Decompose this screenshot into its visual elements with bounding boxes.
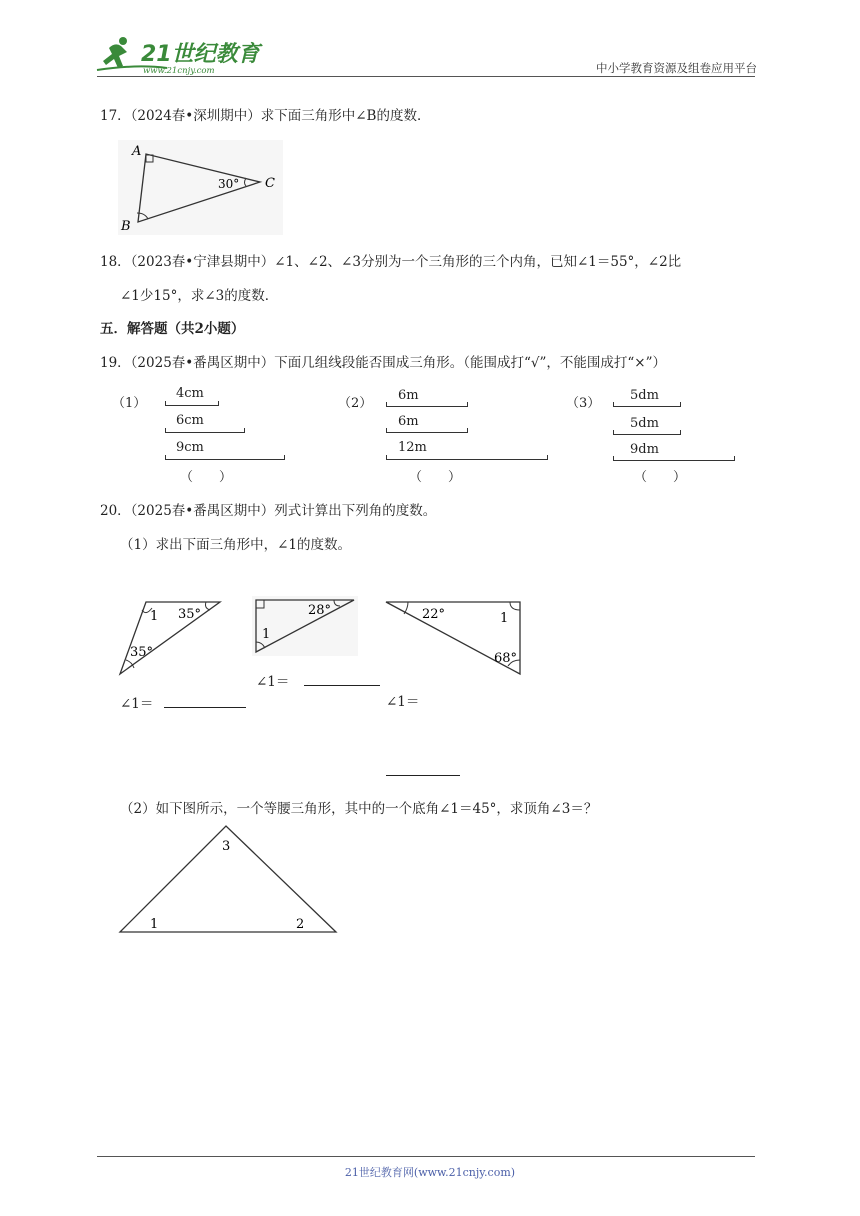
vertex-a-label: A [132,144,142,159]
question-19: 19．（2025春•番禺区期中）下面几组线段能否围成三角形。（能围成打“√”，不能围成打“×”） [100,355,667,371]
q20-triangle-1 [116,596,226,680]
group-label: （1） [112,396,147,411]
tri3-answer-blank[interactable] [386,775,460,776]
q17-triangle-figure [118,140,283,235]
angle-c-label: 30° [218,177,240,191]
segment-line [613,456,735,461]
segment-label: 6m [398,414,419,429]
header-logo [95,34,265,78]
group-label: （3） [566,396,601,411]
question-20-part2: （2）如下图所示，一个等腰三角形，其中的一个底角∠1＝45°，求顶角∠3＝？ [120,801,598,817]
footer-text: 21世纪教育网(www.21cnjy.com) [344,1166,516,1179]
question-18-line1: 18．（2023春•宁津县期中）∠1、∠2、∠3分别为一个三角形的三个内角，已知∠1＝55°，∠2比 [100,254,682,270]
answer-parentheses[interactable]: （ ） [180,470,233,485]
logo-text: 21世纪教育 [141,42,260,67]
angle-1-label: 1 [150,609,159,624]
segment-label: 6m [398,388,419,403]
q20-triangle-2 [252,596,358,656]
tri1-answer-label: ∠1＝ [120,696,154,712]
angle-28-label: 28° [308,603,332,618]
tri1-answer [120,694,246,714]
q20-triangle-3 [382,596,524,678]
segment-line [165,401,219,406]
question-20: 20．（2025春•番禺区期中）列式计算出下列角的度数。 [100,503,437,519]
tri2-answer-blank[interactable] [304,684,380,686]
vertex-3-label: 3 [222,839,231,854]
question-17: 17．（2024春•深圳期中）求下面三角形中∠B的度数． [100,108,431,124]
angle-bottom-left-label: 35° [130,645,154,660]
vertex-2-label: 2 [296,917,305,932]
tri2-answer-label: ∠1＝ [256,674,290,690]
header-divider [97,76,755,77]
segment-line [386,402,468,407]
q20-isosceles-triangle [116,822,342,936]
segment-line [165,455,285,460]
angle-1-label: 1 [500,611,509,626]
header-tagline: 中小学教育资源及组卷应用平台 [596,61,757,75]
angle-1-label: 1 [262,627,271,642]
tri3-answer-label: ∠1＝ [386,694,420,710]
segment-label: 9cm [176,440,204,455]
angle-top-right-label: 35° [178,607,202,622]
segment-label: 5dm [630,416,659,431]
vertex-b-label: B [121,219,131,234]
angle-68-label: 68° [494,651,518,666]
segment-line [613,402,681,407]
vertex-c-label: C [265,176,275,191]
logo-url: www.21cnjy.com [143,66,215,76]
group-label: （2） [338,396,373,411]
angle-22-label: 22° [422,607,446,622]
question-20-part1: （1）求出下面三角形中，∠1的度数。 [120,537,351,553]
logo-runner-icon [95,34,265,78]
segment-label: 9dm [630,442,659,457]
tri2-answer [256,672,380,692]
vertex-1-label: 1 [150,917,159,932]
question-18-line2: ∠1少15°，求∠3的度数． [120,288,279,304]
segment-line [613,430,681,435]
segment-label: 12m [398,440,427,455]
segment-line [386,428,468,433]
segment-line [165,428,245,433]
segment-label: 5dm [630,388,659,403]
answer-parentheses[interactable]: （ ） [634,470,687,485]
footer-divider [97,1156,755,1157]
segment-line [386,455,548,460]
tri1-answer-blank[interactable] [164,706,246,708]
answer-parentheses[interactable]: （ ） [409,470,462,485]
segment-label: 4cm [176,386,204,401]
segment-label: 6cm [176,413,204,428]
section-title: 五．解答题（共2小题） [100,321,245,337]
